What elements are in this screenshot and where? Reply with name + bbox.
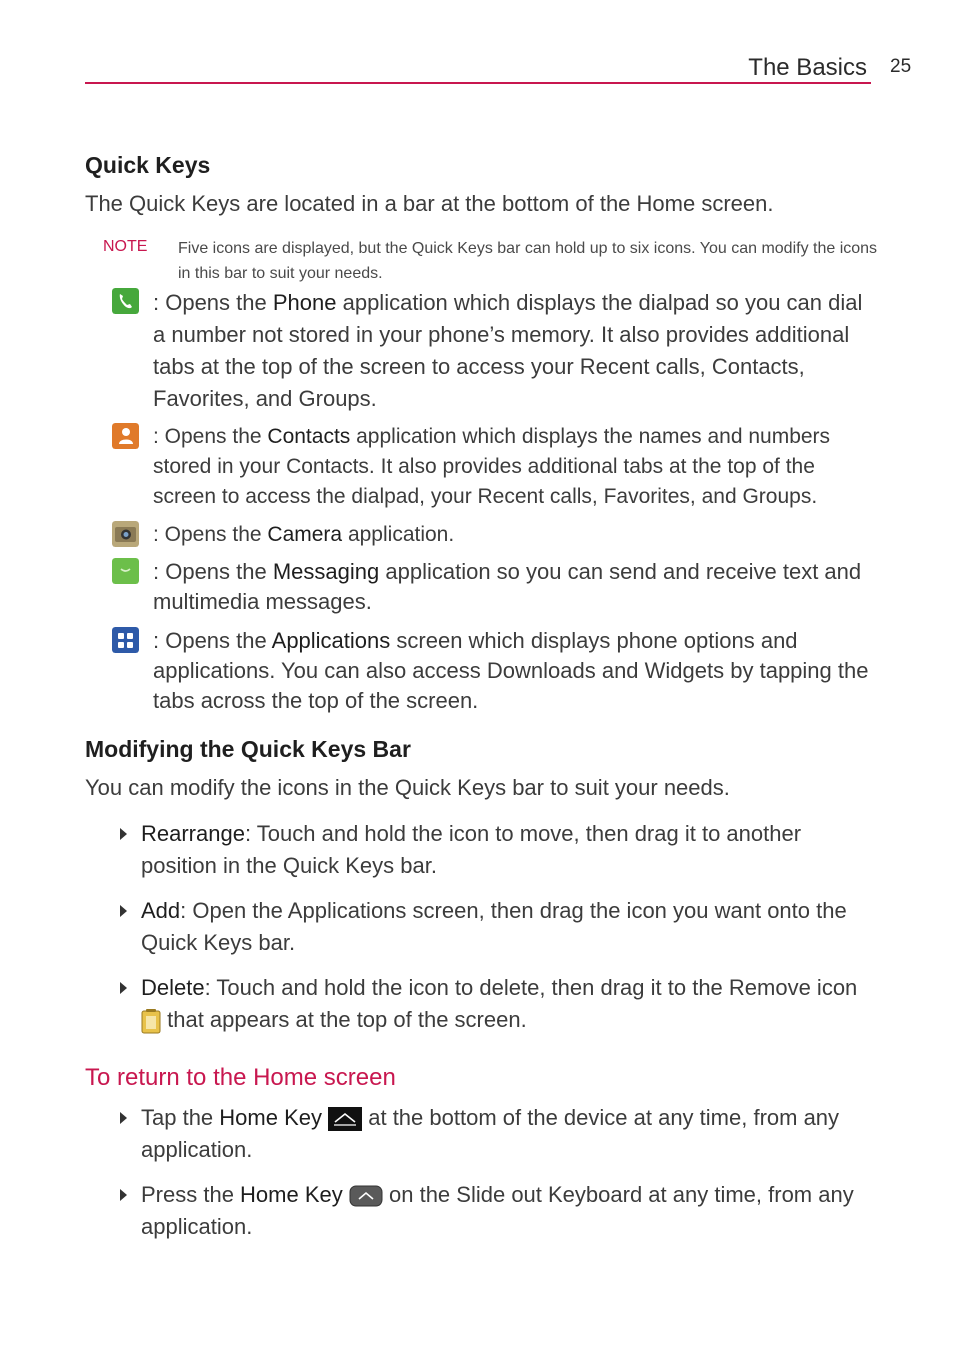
item-prefix: : Opens the xyxy=(153,628,272,653)
quick-key-item-phone xyxy=(112,287,872,415)
item-description: screen which displays phone options and applications. You can also access Downloads and Widgets by tapping the tabs across the top of the screen. xyxy=(153,628,869,713)
quick-keys-intro: The Quick Keys are located in a bar at the bottom of the Home screen. xyxy=(85,191,774,216)
bullet-delete xyxy=(120,972,870,1036)
item-name: Phone xyxy=(272,290,337,315)
quick-key-text-camera xyxy=(153,520,872,550)
quick-key-item-contacts xyxy=(112,422,872,512)
bullet-description: : Touch and hold the icon to move, then drag it to another position in the Quick Keys bar. xyxy=(141,821,802,878)
bullet-before: Tap the xyxy=(141,1105,220,1130)
bullet-text xyxy=(141,972,870,1036)
bullet-home-press xyxy=(120,1179,870,1243)
bullet-text xyxy=(141,818,870,882)
camera-icon xyxy=(112,521,139,547)
bullet-after: at the bottom of the device at any time, from any application. xyxy=(141,1105,840,1162)
item-description: application which displays the dialpad so you can dial a number not stored in your phone’s memory. It also provides additional tabs at the top of the screen to access your Recent calls, Contacts, Favorites, and Groups. xyxy=(153,290,863,411)
bullet-term: Rearrange xyxy=(141,821,245,846)
contacts-icon xyxy=(112,423,139,449)
item-name: Messaging xyxy=(272,559,380,584)
bullet-arrow-icon xyxy=(120,905,127,917)
item-name: Camera xyxy=(267,523,343,546)
item-name: Contacts xyxy=(267,425,351,448)
bullet-add xyxy=(120,895,870,959)
item-prefix: : Opens the xyxy=(153,523,268,546)
bullet-before: Press the xyxy=(141,1182,241,1207)
keyboard-home-key-icon xyxy=(349,1185,383,1207)
bullet-description: : Open the Applications screen, then drag the icon you want onto the Quick Keys bar. xyxy=(141,898,847,955)
bullet-after: on the Slide out Keyboard at any time, from any application. xyxy=(141,1182,854,1239)
bullet-text xyxy=(141,1102,870,1166)
bullet-description-after: that appears at the top of the screen. xyxy=(161,1007,527,1032)
quick-key-text-contacts xyxy=(153,422,872,512)
bullet-text xyxy=(141,1179,870,1243)
quick-keys-heading: Quick Keys xyxy=(85,152,211,178)
item-description: application so you can send and receive text and multimedia messages. xyxy=(153,559,862,614)
bullet-description-before: : Touch and hold the icon to delete, then drag it to the Remove icon xyxy=(204,975,858,1000)
bullet-term: Home Key xyxy=(219,1105,322,1130)
bullet-arrow-icon xyxy=(120,1112,127,1124)
bullet-term: Delete xyxy=(141,975,205,1000)
item-prefix: : Opens the xyxy=(153,559,273,584)
item-prefix: : Opens the xyxy=(153,425,268,448)
page-number: 25 xyxy=(890,56,912,77)
bullet-arrow-icon xyxy=(120,982,127,994)
quick-key-text-phone xyxy=(153,287,872,415)
home-heading: To return to the Home screen xyxy=(85,1064,396,1091)
phone-icon xyxy=(112,288,139,314)
modify-heading: Modifying the Quick Keys Bar xyxy=(85,736,411,762)
quick-key-item-applications xyxy=(112,626,872,716)
bullet-arrow-icon xyxy=(120,828,127,840)
quick-key-text-messaging xyxy=(153,557,872,617)
section-title: The Basics xyxy=(748,54,867,81)
remove-trash-icon xyxy=(141,1008,161,1034)
item-name: Applications xyxy=(271,628,391,653)
home-key-icon xyxy=(328,1107,362,1131)
note-text: Five icons are displayed, but the Quick Keys bar can hold up to six icons. You can modify the icons in this bar to suit your needs. xyxy=(178,240,878,282)
applications-icon xyxy=(112,627,139,653)
page-header xyxy=(85,52,871,84)
bullet-home-tap xyxy=(120,1102,870,1166)
bullet-term: Add xyxy=(141,898,181,923)
quick-key-text-applications xyxy=(153,626,872,716)
bullet-arrow-icon xyxy=(120,1189,127,1201)
note-label: NOTE xyxy=(103,238,148,255)
item-prefix: : Opens the xyxy=(153,290,273,315)
item-description: application. xyxy=(342,523,455,546)
item-description: application which displays the names and numbers stored in your Contacts. It also provides additional tabs at the top of the screen to access the dialpad, your Recent calls, Favorites, and Groups. xyxy=(153,425,831,508)
bullet-term: Home Key xyxy=(240,1182,343,1207)
modify-intro: You can modify the icons in the Quick Keys bar to suit your needs. xyxy=(85,775,730,800)
quick-key-item-messaging xyxy=(112,557,872,617)
bullet-rearrange xyxy=(120,818,870,882)
messaging-icon xyxy=(112,558,139,584)
bullet-text xyxy=(141,895,870,959)
quick-key-item-camera xyxy=(112,520,872,550)
